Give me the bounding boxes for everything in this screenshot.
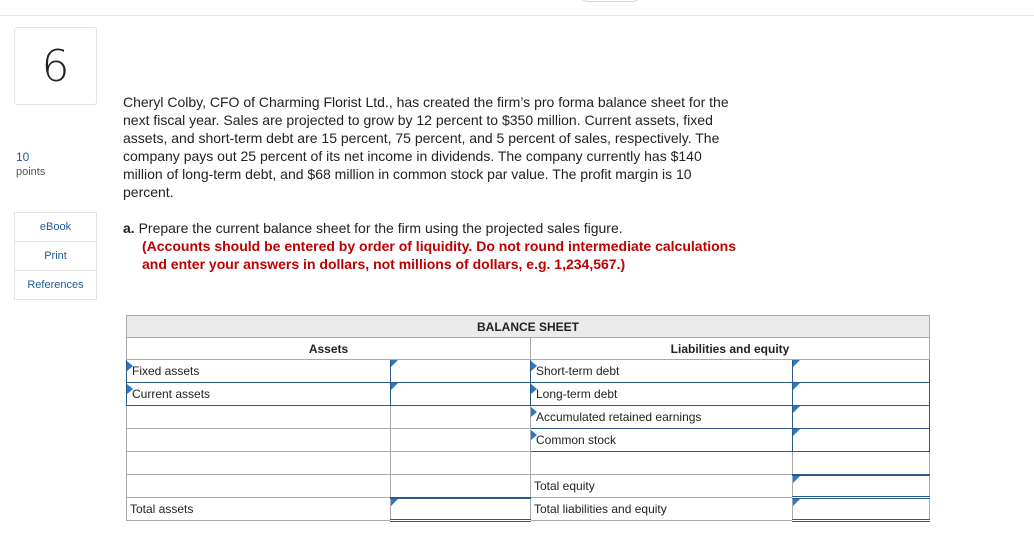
- empty-cell: [531, 452, 793, 475]
- input-marker-icon: [793, 476, 800, 483]
- input-marker-icon: [391, 360, 398, 367]
- dropdown-marker-icon: [531, 361, 537, 371]
- total-equity-input[interactable]: [793, 476, 929, 497]
- dropdown-marker-icon: [127, 361, 133, 371]
- top-tab-handle[interactable]: [578, 0, 642, 2]
- ebook-link[interactable]: eBook: [14, 213, 97, 242]
- assets-header: Assets: [127, 338, 531, 360]
- table-row: [127, 360, 930, 383]
- asset-amount-cell-1: [391, 360, 531, 383]
- table-row: [127, 452, 930, 475]
- table-row: [127, 429, 930, 452]
- print-link[interactable]: Print: [14, 242, 97, 271]
- input-marker-icon: [793, 360, 800, 367]
- empty-cell: [793, 452, 930, 475]
- liability-amount-cell-1: [793, 360, 930, 383]
- liability-account-select-1[interactable]: Short-term debt: [531, 360, 793, 383]
- input-marker-icon: [793, 383, 800, 390]
- liability-amount-cell-4: [793, 429, 930, 452]
- table-row: [127, 475, 930, 498]
- input-marker-icon: [793, 499, 800, 506]
- liability-account-select-3[interactable]: Accumulated retained earnings: [531, 406, 793, 429]
- dropdown-marker-icon: [531, 407, 537, 417]
- empty-cell: [127, 475, 391, 498]
- points-value: 10: [16, 150, 30, 164]
- part-a-prompt: Prepare the current balance sheet for the firm using the projected sales figure.: [138, 220, 623, 236]
- liability-account-select-4[interactable]: Common stock: [531, 429, 793, 452]
- part-a: [123, 219, 743, 273]
- input-marker-icon: [391, 383, 398, 390]
- empty-cell: [127, 406, 391, 429]
- references-link[interactable]: References: [14, 271, 97, 300]
- empty-cell: [391, 429, 531, 452]
- balance-sheet-table: [126, 315, 930, 522]
- liability-account-select-2[interactable]: Long-term debt: [531, 383, 793, 406]
- liability-amount-input-4[interactable]: [793, 429, 929, 451]
- total-equity-cell: [793, 475, 930, 498]
- empty-cell: [391, 475, 531, 498]
- liabilities-header: Liabilities and equity: [531, 338, 930, 360]
- dropdown-marker-icon: [531, 430, 537, 440]
- liability-amount-input-3[interactable]: [793, 406, 929, 428]
- asset-account-select-2[interactable]: Current assets: [127, 383, 391, 406]
- dropdown-marker-icon: [531, 384, 537, 394]
- total-assets-cell: [391, 498, 531, 521]
- asset-account-select-1[interactable]: Fixed assets: [127, 360, 391, 383]
- resource-links: [14, 212, 97, 300]
- empty-cell: [391, 406, 531, 429]
- liability-amount-cell-3: [793, 406, 930, 429]
- empty-cell: [127, 429, 391, 452]
- total-equity-label: Total equity: [531, 475, 793, 498]
- input-marker-icon: [391, 499, 398, 506]
- liability-amount-input-1[interactable]: [793, 360, 929, 382]
- part-a-instruction: (Accounts should be entered by order of liquidity. Do not round intermediate calculations and enter your answers in dollars, not millions of dollars, e.g. 1,234,567.): [142, 238, 737, 272]
- asset-amount-input-2[interactable]: [391, 383, 530, 405]
- input-marker-icon: [793, 406, 800, 413]
- total-liabilities-equity-input[interactable]: [793, 499, 929, 519]
- balance-sheet-title: BALANCE SHEET: [127, 316, 930, 338]
- part-a-letter: a.: [123, 220, 135, 236]
- total-liabilities-equity-cell: [793, 498, 930, 521]
- asset-amount-input-1[interactable]: [391, 360, 530, 382]
- liability-amount-input-2[interactable]: [793, 383, 929, 405]
- total-liabilities-equity-label: Total liabilities and equity: [531, 498, 793, 521]
- total-assets-label: Total assets: [127, 498, 391, 521]
- asset-amount-cell-2: [391, 383, 531, 406]
- empty-cell: [391, 452, 531, 475]
- points-label: points: [16, 166, 46, 178]
- problem-statement: Cheryl Colby, CFO of Charming Florist Ltd., has created the firm’s pro forma balance sheet for the next fiscal year. Sales are projected to grow by 12 percent to $350 million. Current assets, fixed assets, and short-term debt are 15 percent, 75 percent, and 5 percent of sales, respectively. The company pays out 25 percent of its net income in dividends. The company currently has $140 million of long-term debt, and $68 million in common stock par value. The profit margin is 10 percent.: [123, 94, 729, 200]
- question-number: 6: [14, 27, 97, 105]
- top-strip: [0, 0, 1034, 16]
- total-assets-input[interactable]: [391, 499, 530, 520]
- dropdown-marker-icon: [127, 384, 133, 394]
- balance-sheet: [126, 315, 929, 522]
- input-marker-icon: [793, 429, 800, 436]
- table-row: [127, 406, 930, 429]
- table-row: [127, 383, 930, 406]
- liability-amount-cell-2: [793, 383, 930, 406]
- empty-cell: [127, 452, 391, 475]
- table-row: [127, 498, 930, 521]
